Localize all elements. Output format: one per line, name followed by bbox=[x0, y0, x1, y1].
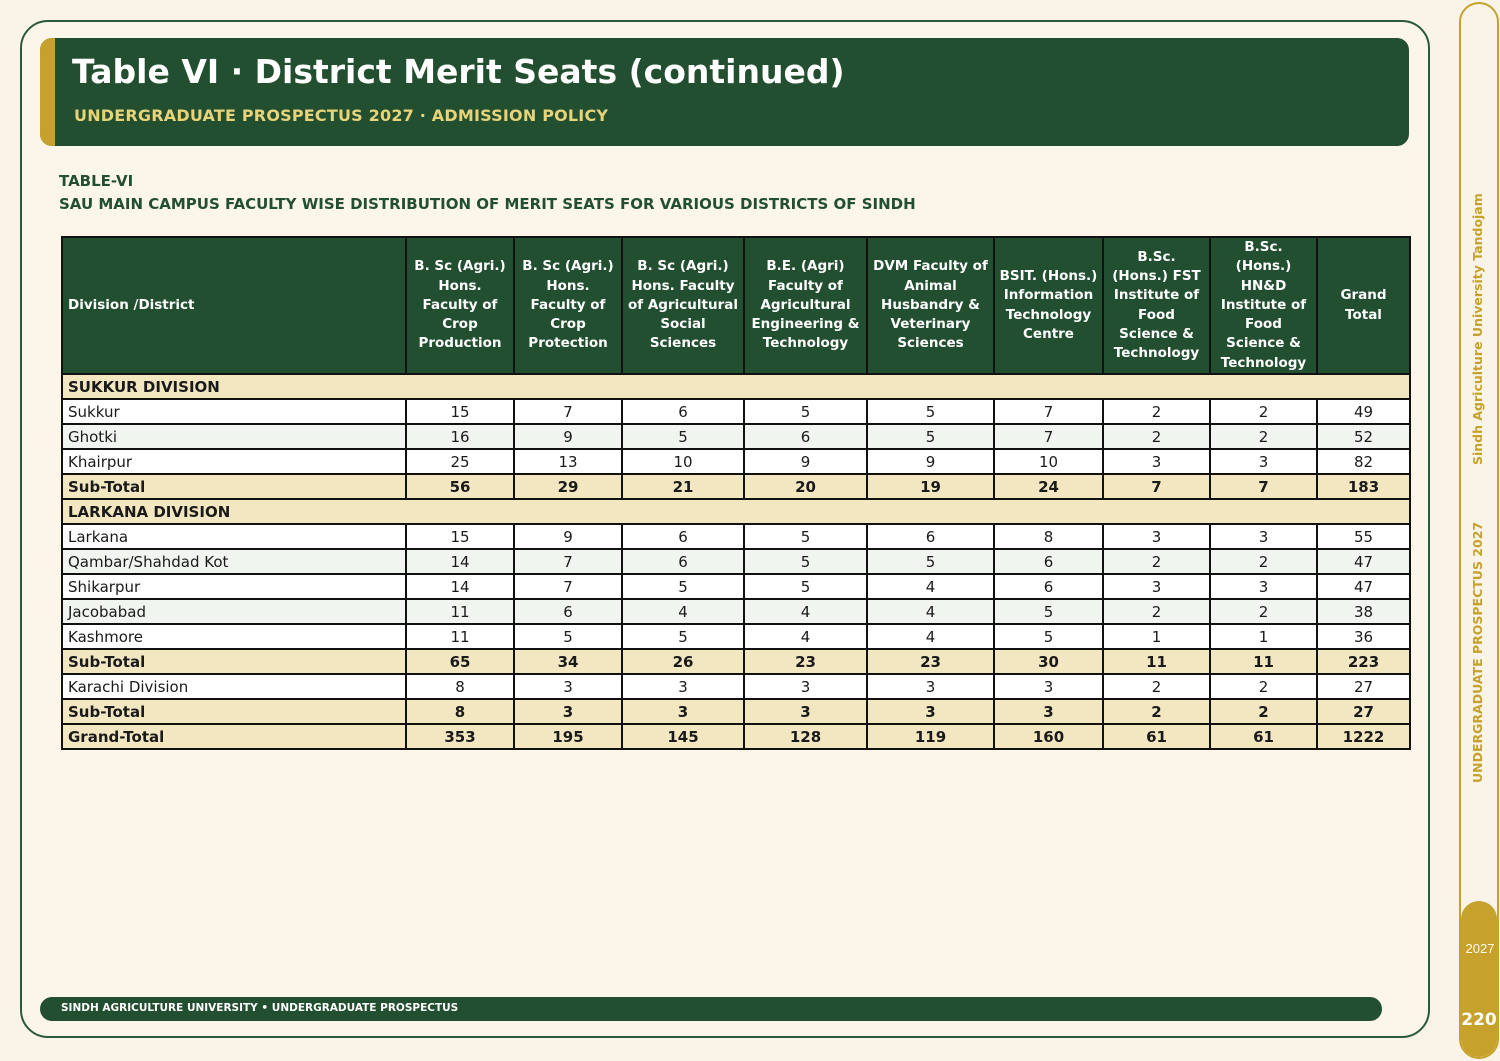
table-cell: 7 bbox=[514, 574, 622, 599]
division-row bbox=[62, 499, 1410, 524]
table-cell: 195 bbox=[514, 724, 622, 749]
table-cell: 65 bbox=[406, 649, 514, 674]
table-cell: 25 bbox=[406, 449, 514, 474]
table-cell: 21 bbox=[622, 474, 744, 499]
table-cell: 3 bbox=[867, 699, 994, 724]
table-cell: 5 bbox=[867, 549, 994, 574]
table-cell: 4 bbox=[622, 599, 744, 624]
table-cell: 4 bbox=[744, 624, 867, 649]
table-cell: 2 bbox=[1103, 674, 1210, 699]
column-header: B.E. (Agri) Faculty of Agricultural Engineering & Technology bbox=[744, 237, 867, 374]
table-cell: 56 bbox=[406, 474, 514, 499]
table-cell: 3 bbox=[744, 674, 867, 699]
table-cell: 26 bbox=[622, 649, 744, 674]
table-cell: 5 bbox=[514, 624, 622, 649]
side-tab-gold-section bbox=[1461, 901, 1497, 1057]
table-cell: 20 bbox=[744, 474, 867, 499]
subtotal-row bbox=[62, 699, 1410, 724]
table-cell: 2 bbox=[1210, 399, 1317, 424]
table-row bbox=[62, 524, 1410, 549]
table-cell: 47 bbox=[1317, 574, 1410, 599]
table-cell: 14 bbox=[406, 549, 514, 574]
subtotal-row bbox=[62, 649, 1410, 674]
table-cell: 160 bbox=[994, 724, 1103, 749]
table-cell: 6 bbox=[622, 549, 744, 574]
table-cell: 3 bbox=[622, 674, 744, 699]
table-cell: 3 bbox=[1210, 524, 1317, 549]
table-cell: 7 bbox=[994, 424, 1103, 449]
table-cell: 1222 bbox=[1317, 724, 1410, 749]
row-label: Grand-Total bbox=[62, 724, 406, 749]
row-label: Ghotki bbox=[62, 424, 406, 449]
row-label: Khairpur bbox=[62, 449, 406, 474]
table-cell: 11 bbox=[1210, 649, 1317, 674]
table-cell: 3 bbox=[514, 674, 622, 699]
table-cell: 24 bbox=[994, 474, 1103, 499]
table-cell: 5 bbox=[622, 574, 744, 599]
table-cell: 11 bbox=[406, 599, 514, 624]
column-header: DVM Faculty of Animal Husbandry & Veterinary Sciences bbox=[867, 237, 994, 374]
table-cell: 3 bbox=[622, 699, 744, 724]
table-cell: 16 bbox=[406, 424, 514, 449]
table-cell: 27 bbox=[1317, 674, 1410, 699]
row-label: Karachi Division bbox=[62, 674, 406, 699]
table-cell: 5 bbox=[994, 599, 1103, 624]
table-cell: 3 bbox=[994, 699, 1103, 724]
page-subtitle: UNDERGRADUATE PROSPECTUS 2027 · ADMISSION POLICY bbox=[74, 106, 609, 125]
table-cell: 1 bbox=[1210, 624, 1317, 649]
footer-bar bbox=[40, 997, 1382, 1021]
table-cell: 353 bbox=[406, 724, 514, 749]
row-label: Kashmore bbox=[62, 624, 406, 649]
table-cell: 2 bbox=[1103, 424, 1210, 449]
division-label: LARKANA DIVISION bbox=[62, 499, 1410, 524]
column-header: Division /District bbox=[62, 237, 406, 374]
table-cell: 3 bbox=[514, 699, 622, 724]
subtotal-row bbox=[62, 474, 1410, 499]
table-cell: 29 bbox=[514, 474, 622, 499]
table-cell: 3 bbox=[1103, 574, 1210, 599]
table-row bbox=[62, 599, 1410, 624]
column-header: B.Sc. (Hons.) FST Institute of Food Science & Technology bbox=[1103, 237, 1210, 374]
table-cell: 2 bbox=[1210, 549, 1317, 574]
side-university-text: Sindh Agriculture University Tandojam bbox=[1470, 193, 1485, 465]
table-cell: 11 bbox=[1103, 649, 1210, 674]
table-cell: 3 bbox=[1210, 449, 1317, 474]
table-cell: 7 bbox=[514, 549, 622, 574]
table-cell: 6 bbox=[994, 549, 1103, 574]
division-row bbox=[62, 374, 1410, 399]
header-accent-bar bbox=[40, 38, 55, 146]
table-cell: 27 bbox=[1317, 699, 1410, 724]
table-cell: 5 bbox=[744, 399, 867, 424]
table-cell: 5 bbox=[622, 624, 744, 649]
table-description: SAU MAIN CAMPUS FACULTY WISE DISTRIBUTION OF MERIT SEATS FOR VARIOUS DISTRICTS OF SINDH bbox=[59, 195, 916, 213]
side-prospectus-text: UNDERGRADUATE PROSPECTUS 2027 bbox=[1470, 521, 1485, 783]
table-cell: 4 bbox=[867, 599, 994, 624]
table-cell: 3 bbox=[1103, 524, 1210, 549]
table-cell: 9 bbox=[867, 449, 994, 474]
table-cell: 11 bbox=[406, 624, 514, 649]
table-cell: 145 bbox=[622, 724, 744, 749]
table-cell: 7 bbox=[1210, 474, 1317, 499]
column-header: Grand Total bbox=[1317, 237, 1410, 374]
row-label: Sub-Total bbox=[62, 474, 406, 499]
table-cell: 2 bbox=[1210, 424, 1317, 449]
table-cell: 5 bbox=[994, 624, 1103, 649]
table-cell: 8 bbox=[406, 674, 514, 699]
row-label: Shikarpur bbox=[62, 574, 406, 599]
row-label: Sub-Total bbox=[62, 699, 406, 724]
table-cell: 5 bbox=[744, 549, 867, 574]
row-label: Sukkur bbox=[62, 399, 406, 424]
table-cell: 5 bbox=[744, 524, 867, 549]
table-cell: 52 bbox=[1317, 424, 1410, 449]
table-caption bbox=[59, 170, 916, 216]
table-cell: 2 bbox=[1103, 599, 1210, 624]
table-cell: 15 bbox=[406, 524, 514, 549]
division-label: SUKKUR DIVISION bbox=[62, 374, 1410, 399]
column-header: B.Sc. (Hons.) HN&D Institute of Food Science & Technology bbox=[1210, 237, 1317, 374]
table-cell: 119 bbox=[867, 724, 994, 749]
table-cell: 4 bbox=[867, 574, 994, 599]
table-cell: 1 bbox=[1103, 624, 1210, 649]
table-cell: 13 bbox=[514, 449, 622, 474]
table-cell: 6 bbox=[744, 424, 867, 449]
table-cell: 3 bbox=[1103, 449, 1210, 474]
table-cell: 6 bbox=[622, 399, 744, 424]
table-row bbox=[62, 574, 1410, 599]
table-cell: 183 bbox=[1317, 474, 1410, 499]
table-cell: 5 bbox=[744, 574, 867, 599]
page-title: Table VI · District Merit Seats (continued) bbox=[72, 52, 845, 91]
table-cell: 8 bbox=[406, 699, 514, 724]
column-header: B. Sc (Agri.) Hons. Faculty of Crop Protection bbox=[514, 237, 622, 374]
table-label: TABLE-VI bbox=[59, 172, 134, 190]
table-cell: 10 bbox=[622, 449, 744, 474]
row-label: Sub-Total bbox=[62, 649, 406, 674]
table-cell: 223 bbox=[1317, 649, 1410, 674]
table-cell: 5 bbox=[622, 424, 744, 449]
table-cell: 8 bbox=[994, 524, 1103, 549]
table-row bbox=[62, 674, 1410, 699]
table-cell: 38 bbox=[1317, 599, 1410, 624]
table-cell: 2 bbox=[1210, 599, 1317, 624]
table-cell: 7 bbox=[514, 399, 622, 424]
table-cell: 2 bbox=[1210, 674, 1317, 699]
table-cell: 36 bbox=[1317, 624, 1410, 649]
table-cell: 6 bbox=[867, 524, 994, 549]
table-cell: 2 bbox=[1103, 699, 1210, 724]
table-cell: 2 bbox=[1103, 399, 1210, 424]
page-number: 220 bbox=[1461, 1010, 1497, 1030]
table-cell: 23 bbox=[867, 649, 994, 674]
row-label: Jacobabad bbox=[62, 599, 406, 624]
table-cell: 9 bbox=[514, 524, 622, 549]
table-cell: 4 bbox=[744, 599, 867, 624]
merit-seats-table bbox=[61, 236, 1411, 750]
table-cell: 10 bbox=[994, 449, 1103, 474]
table-cell: 7 bbox=[994, 399, 1103, 424]
table-cell: 9 bbox=[744, 449, 867, 474]
table-cell: 5 bbox=[867, 424, 994, 449]
table-cell: 7 bbox=[1103, 474, 1210, 499]
table-cell: 19 bbox=[867, 474, 994, 499]
table-cell: 128 bbox=[744, 724, 867, 749]
table-cell: 2 bbox=[1103, 549, 1210, 574]
table-cell: 61 bbox=[1103, 724, 1210, 749]
table-cell: 82 bbox=[1317, 449, 1410, 474]
page-header bbox=[40, 38, 1409, 146]
table-cell: 6 bbox=[994, 574, 1103, 599]
table-row bbox=[62, 424, 1410, 449]
column-header: B. Sc (Agri.) Hons. Faculty of Crop Production bbox=[406, 237, 514, 374]
grand-total-row bbox=[62, 724, 1410, 749]
table-cell: 3 bbox=[744, 699, 867, 724]
table-cell: 30 bbox=[994, 649, 1103, 674]
table-cell: 3 bbox=[994, 674, 1103, 699]
table-header-row bbox=[62, 237, 1410, 374]
table-cell: 6 bbox=[514, 599, 622, 624]
table-row bbox=[62, 399, 1410, 424]
row-label: Larkana bbox=[62, 524, 406, 549]
table-cell: 15 bbox=[406, 399, 514, 424]
table-cell: 9 bbox=[514, 424, 622, 449]
side-year: 2027 bbox=[1465, 941, 1495, 956]
table-row bbox=[62, 549, 1410, 574]
table-cell: 55 bbox=[1317, 524, 1410, 549]
table-cell: 49 bbox=[1317, 399, 1410, 424]
table-cell: 2 bbox=[1210, 699, 1317, 724]
table-cell: 14 bbox=[406, 574, 514, 599]
column-header: B. Sc (Agri.) Hons. Faculty of Agricultural Social Sciences bbox=[622, 237, 744, 374]
column-header: BSIT. (Hons.) Information Technology Centre bbox=[994, 237, 1103, 374]
table-cell: 23 bbox=[744, 649, 867, 674]
row-label: Qambar/Shahdad Kot bbox=[62, 549, 406, 574]
table-cell: 6 bbox=[622, 524, 744, 549]
table-row bbox=[62, 449, 1410, 474]
footer-text: SINDH AGRICULTURE UNIVERSITY • UNDERGRADUATE PROSPECTUS bbox=[61, 1002, 459, 1014]
table-cell: 4 bbox=[867, 624, 994, 649]
table-cell: 3 bbox=[1210, 574, 1317, 599]
table-cell: 34 bbox=[514, 649, 622, 674]
table-row bbox=[62, 624, 1410, 649]
table-cell: 3 bbox=[867, 674, 994, 699]
table-cell: 47 bbox=[1317, 549, 1410, 574]
table-cell: 61 bbox=[1210, 724, 1317, 749]
table-cell: 5 bbox=[867, 399, 994, 424]
